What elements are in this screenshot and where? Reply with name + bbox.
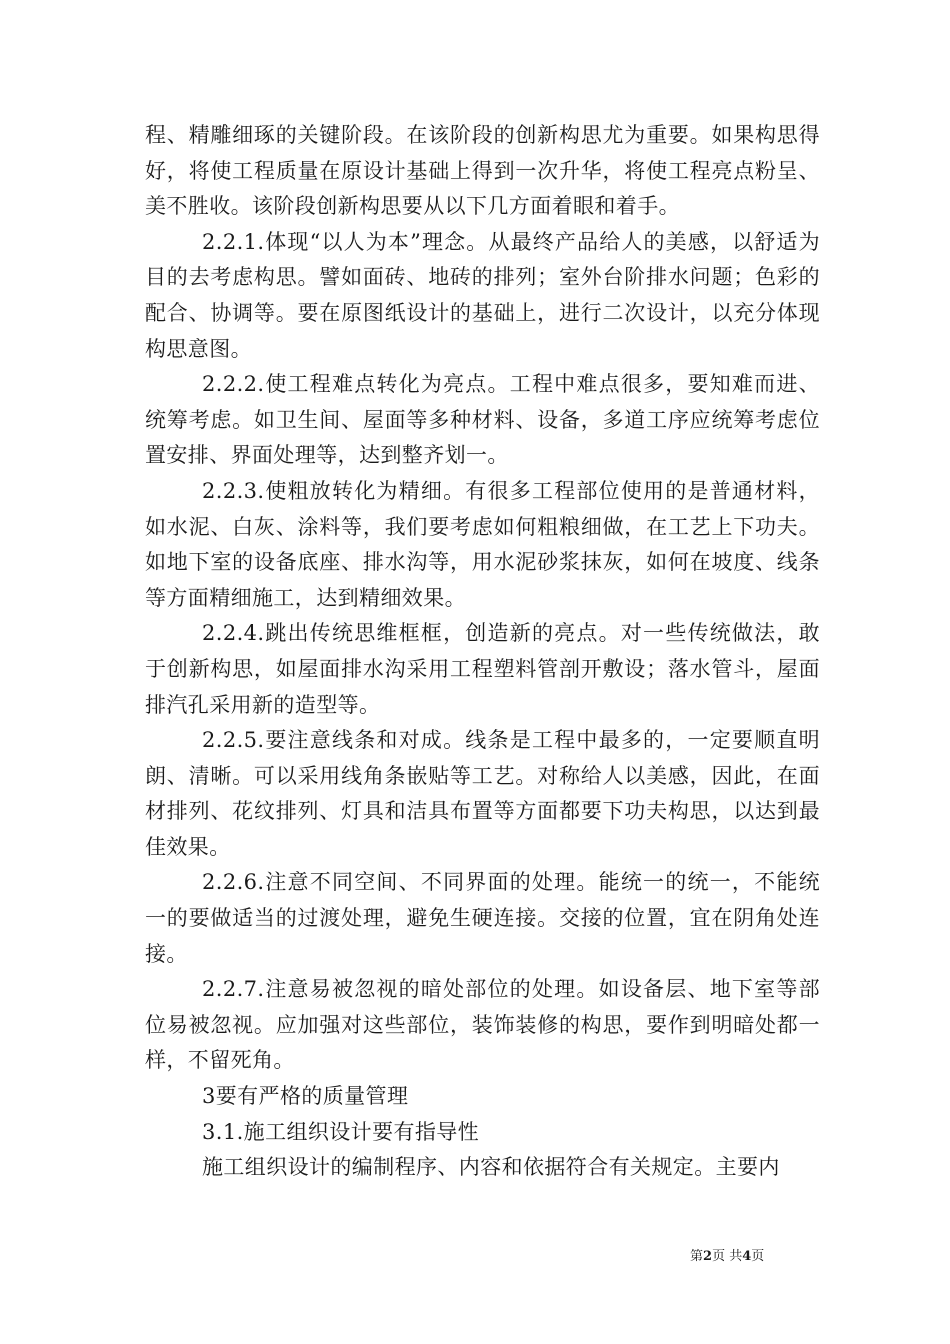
footer-suffix: 页 <box>751 1249 765 1264</box>
footer-middle: 页 共 <box>712 1249 743 1264</box>
document-body <box>145 118 820 1186</box>
paragraph-3-1-body: 施工组织设计的编制程序、内容和依据符合有关规定。主要内 <box>202 1155 780 1180</box>
paragraph-2-2-2: 2.2.2.使工程难点转化为亮点。工程中难点很多，要知难而进、统筹考虑。如卫生间、屋面等多种材料、设备，多道工序应统筹考虑位置安排、界面处理等，达到整齐划一。 <box>145 372 820 468</box>
paragraph-2-2-7: 2.2.7.注意易被忽视的暗处部位的处理。如设备层、地下室等部位易被忽视。应加强对这些部位，装饰装修的构思，要作到明暗处都一样，不留死角。 <box>145 977 820 1073</box>
footer-total-pages: 4 <box>742 1249 752 1264</box>
paragraph-2-2-3: 2.2.3.使粗放转化为精细。有很多工程部位使用的是普通材料，如水泥、白灰、涂料等，我们要考虑如何粗粮细做，在工艺上下功夫。如地下室的设备底座、排水沟等，用水泥砂浆抹灰，如何在坡度、线条等方面精细施工，达到精细效果。 <box>145 478 820 610</box>
page-footer <box>690 1248 764 1266</box>
paragraph-continuation: 程、精雕细琢的关键阶段。在该阶段的创新构思尤为重要。如果构思得好，将使工程质量在原设计基础上得到一次升华，将使工程亮点粉呈、美不胜收。该阶段创新构思要从以下几方面着眼和着手。 <box>145 123 820 219</box>
section-heading-3: 3要有严格的质量管理 <box>202 1084 409 1109</box>
paragraph-2-2-4: 2.2.4.跳出传统思维框框，创造新的亮点。对一些传统做法，敢于创新构思，如屋面排水沟采用工程塑料管剖开敷设；落水管斗，屋面排汽孔采用新的造型等。 <box>145 621 820 717</box>
paragraph-2-2-1: 2.2.1.体现“以人为本”理念。从最终产品给人的美感，以舒适为目的去考虑构思。譬如面砖、地砖的排列；室外台阶排水问题；色彩的配合、协调等。要在原图纸设计的基础上，进行二次设计，以充分体现构思意图。 <box>145 229 820 361</box>
footer-prefix: 第 <box>690 1249 704 1264</box>
footer-current-page: 2 <box>703 1249 713 1264</box>
section-heading-3-1: 3.1.施工组织设计要有指导性 <box>202 1119 480 1144</box>
paragraph-2-2-5: 2.2.5.要注意线条和对成。线条是工程中最多的，一定要顺直明朗、清晰。可以采用线角条嵌贴等工艺。对称给人以美感，因此，在面材排列、花纹排列、灯具和洁具布置等方面都要下功夫构思，以达到最佳效果。 <box>145 728 820 859</box>
paragraph-2-2-6: 2.2.6.注意不同空间、不同界面的处理。能统一的统一，不能统一的要做适当的过渡处理，避免生硬连接。交接的位置，宜在阴角处连接。 <box>145 870 820 966</box>
